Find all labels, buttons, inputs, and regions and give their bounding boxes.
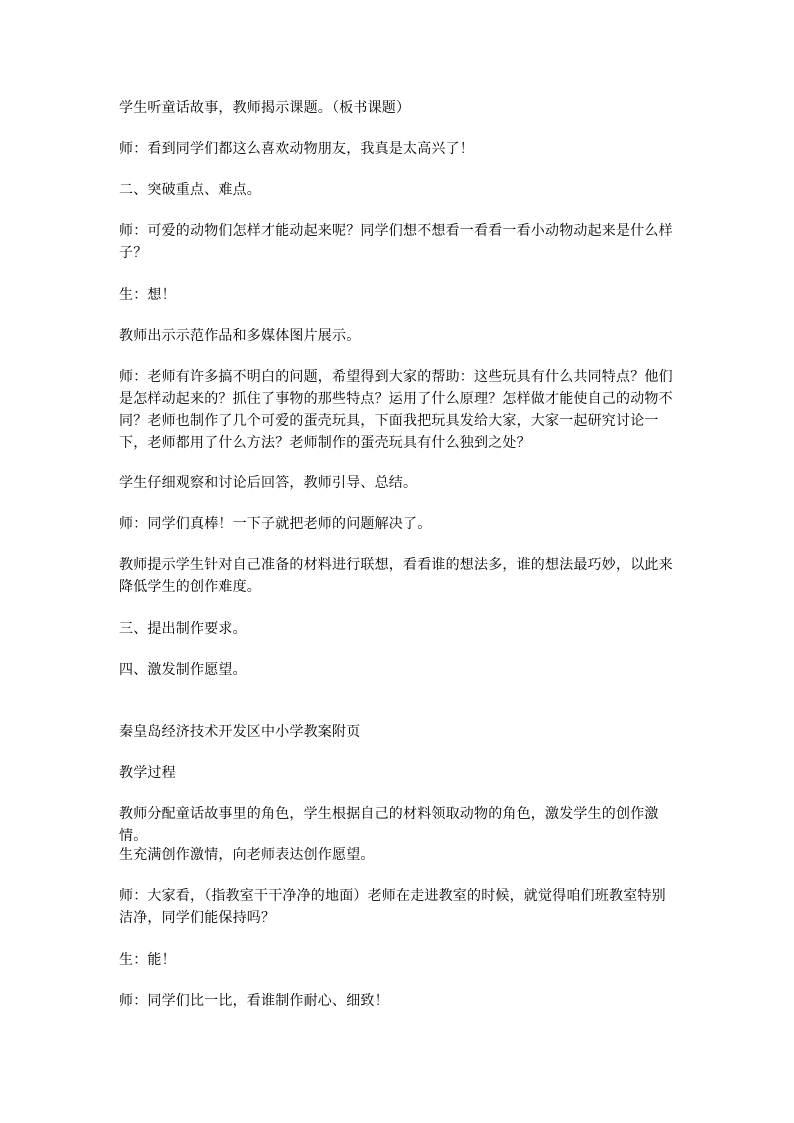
paragraph-teacher-hint-materials: 教师提示学生针对自己准备的材料进行联想，看看谁的想法多，谁的想法最巧妙，以此来降低学生的创作难度。 xyxy=(119,557,673,595)
section-heading-motivation: 四、激发制作愿望。 xyxy=(119,662,247,678)
paragraph-assign-roles: 教师分配童话故事里的角色，学生根据自己的材料领取动物的角色，激发学生的创作激情。 xyxy=(119,806,659,844)
section-heading-key-points: 二、突破重点、难点。 xyxy=(119,182,261,198)
paragraph-teacher-compare: 师：同学们比一比，看谁制作耐心、细致！ xyxy=(119,993,389,1009)
paragraph-student-want: 生：想！ xyxy=(119,287,176,303)
paragraph-teacher-questions-toys: 师：老师有许多搞不明白的问题，希望得到大家的帮助：这些玩具有什么共同特点？他们是怎样动起来的？抓住了事物的那些特点？运用了什么原理？怎样做才能使自己的动物不同？老师也制作了几个可爱的蛋壳玩具，下面我把玩具发给大家，大家一起研究讨论一下，老师都用了什么方法？老师制作的蛋壳玩具有什么独到之处？ xyxy=(119,369,673,451)
paragraph-teacher-clean-classroom: 师：大家看，（指教室干干净净的地面）老师在走进教室的时候，就觉得咱们班教室特别洁净，同学们能保持吗？ xyxy=(119,888,666,926)
section-heading-teaching-process: 教学过程 xyxy=(119,765,176,781)
paragraph-student-can: 生：能！ xyxy=(119,952,176,968)
paragraph-student-enthusiasm: 生充满创作激情，向老师表达创作愿望。 xyxy=(119,847,375,863)
appendix-page-title: 秦皇岛经济技术开发区中小学教案附页 xyxy=(119,724,361,740)
section-heading-requirements: 三、提出制作要求。 xyxy=(119,621,247,637)
paragraph-students-discuss: 学生仔细观察和讨论后回答，教师引导、总结。 xyxy=(119,475,418,491)
paragraph-teacher-praise: 师：同学们真棒！一下子就把老师的问题解决了。 xyxy=(119,516,432,532)
paragraph-teacher-question-animals: 师：可爱的动物们怎样才能动起来呢？同学们想不想看一看看一看小动物动起来是什么样子？ xyxy=(119,223,673,261)
paragraph-teacher-shows-examples: 教师出示示范作品和多媒体图片展示。 xyxy=(119,328,361,344)
paragraph-story-intro: 学生听童话故事，教师揭示课题。（板书课题） xyxy=(119,100,411,116)
paragraph-teacher-happy: 师：看到同学们都这么喜欢动物朋友，我真是太高兴了！ xyxy=(119,141,474,157)
